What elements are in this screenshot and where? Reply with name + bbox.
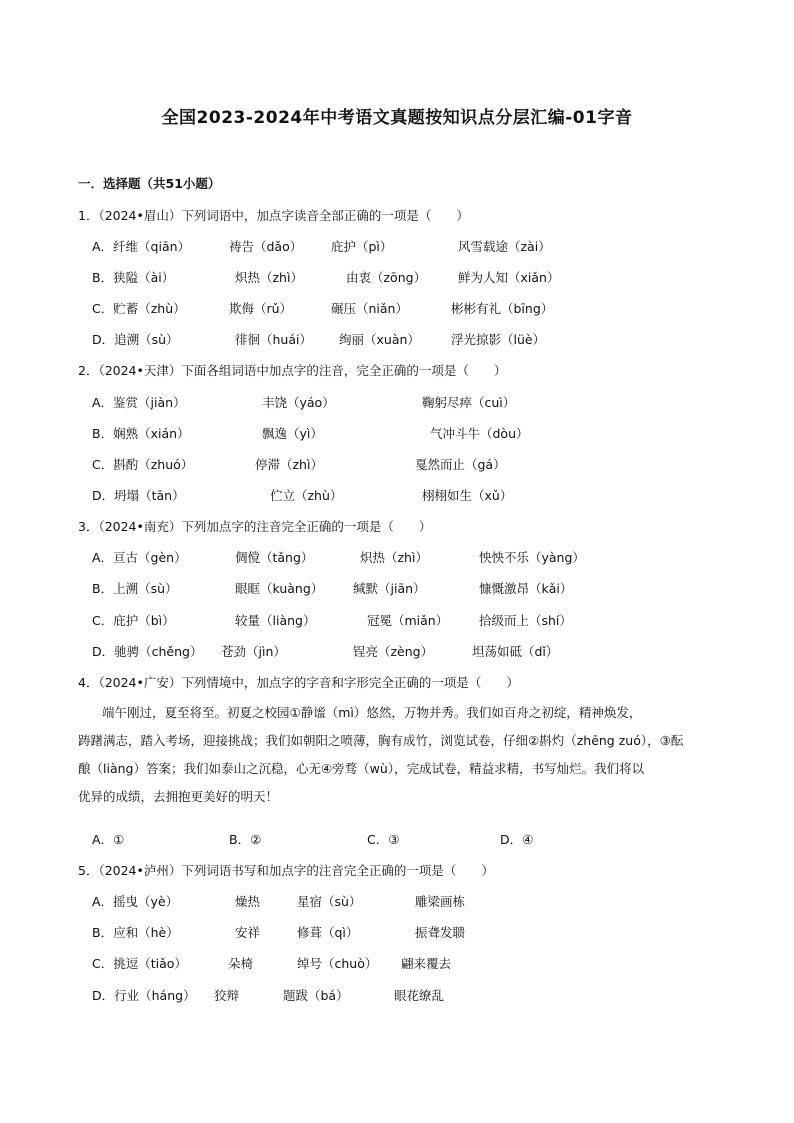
option-cell: 浮光掠影（lüè） [451,332,546,347]
option-cell: 伫立（zhù） [270,488,343,503]
option-cell: A．亘古（gèn） [92,550,187,565]
passage-line: 优异的成绩，去拥抱更美好的明天！ [78,789,279,804]
option-cell: 安祥 [235,925,261,940]
option-cell: D．追溯（sù） [92,332,179,347]
option-cell: C．③ [367,832,400,847]
option-cell: 眼眶（kuàng） [235,581,324,596]
option-cell: 鞠躬尽瘁（cuì） [422,395,516,410]
question-stem: 3．（2024•南充）下列加点字的注音完全正确的一项是（ ） [78,519,432,534]
option-cell: 狡辩 [214,988,240,1003]
option-cell: A．摇曳（yè） [92,894,179,909]
option-cell: A．① [92,832,125,847]
option-cell: D．坍塌（tān） [92,488,185,503]
option-cell: 星宿（sù） [297,894,362,909]
option-cell: 修葺（qì） [297,925,359,940]
passage-line: 端午刚过，夏至将至。初夏之校园①静谧（mì）悠然，万物并秀。我们如百舟之初绽，精神焕发， [102,705,642,720]
question-stem: 5．（2024•泸州）下列词语书写和加点字的注音完全正确的一项是（ ） [78,863,494,878]
option-cell: 倜傥（tǎng） [235,550,314,565]
option-cell: 炽热（zhì） [360,550,428,565]
option-cell: 由衷（zōng） [346,270,427,285]
option-cell: 飘逸（yì） [262,426,323,441]
passage-line: 踌躇满志，踏入考场，迎接挑战；我们如朝阳之喷薄，胸有成竹，浏览试卷，仔细②斟灼（zhēng zuó），③酝 [78,733,684,748]
option-cell: 停滞（zhì） [255,457,323,472]
option-cell: B．狭隘（ài） [92,270,175,285]
option-cell: C．庇护（bì） [92,613,175,628]
option-cell: 风雪载途（zài） [458,239,551,254]
option-cell: C．挑逗（tiǎo） [92,956,187,971]
option-cell: 燥热 [235,894,261,909]
question-stem: 1．（2024•眉山）下列词语中，加点字读音全部正确的一项是（ ） [78,208,469,223]
option-cell: 庇护（pì） [331,239,393,254]
option-cell: 徘徊（huái） [235,332,312,347]
option-cell: D．行业（háng） [92,988,196,1003]
option-cell: B．应和（hè） [92,925,179,940]
passage [78,699,718,811]
option-cell: 振聋发聩 [415,925,466,940]
option-cell: 戛然而止（gá） [415,457,506,472]
option-cell: 翩来覆去 [401,956,452,971]
page-title: 全国2023-2024年中考语文真题按知识点分层汇编-01字音 [161,108,633,128]
option-cell: 眼花缭乱 [394,988,445,1003]
option-cell: 欺侮（rǔ） [229,301,293,316]
option-cell: 栩栩如生（xǔ） [422,488,513,503]
option-cell: B．② [229,832,262,847]
option-cell: 怏怏不乐（yàng） [479,550,585,565]
option-cell: 朵椅 [228,956,254,971]
option-cell: 较量（liàng） [235,613,316,628]
option-cell: 雕梁画栋 [415,894,466,909]
option-cell: D．驰骋（chěng） [92,644,203,659]
option-cell: 锃亮（zèng） [353,644,434,659]
option-cell: C．斟酌（zhuó） [92,457,194,472]
option-cell: 缄默（jiān） [353,581,426,596]
option-cell: 题跋（bá） [283,988,349,1003]
option-cell: D．④ [500,832,534,847]
option-cell: B．娴熟（xián） [92,426,190,441]
question-stem: 2．（2024•天津）下面各组词语中加点字的注音，完全正确的一项是（ ） [78,363,507,378]
option-cell: 炽热（zhì） [235,270,303,285]
passage-line: 酿（liàng）答案；我们如泰山之沉稳，心无④旁骛（wù），完成试卷，精益求精，书写灿烂。我们将以 [78,761,645,776]
section-heading: 一．选择题（共51小题） [78,176,221,191]
option-cell: 拾级而上（shí） [479,613,572,628]
option-cell: 祷告（dǎo） [229,239,303,254]
option-cell: 鲜为人知（xiǎn） [458,270,560,285]
option-cell: B．上溯（sù） [92,581,178,596]
option-cell: 坦荡如砥（dǐ） [472,644,559,659]
option-cell: 苍劲（jìn） [221,644,286,659]
option-cell: 彬彬有礼（bīng） [451,301,554,316]
option-cell: 绚丽（xuàn） [339,332,420,347]
option-cell: C．贮蓄（zhù） [92,301,186,316]
question-stem: 4．（2024•广安）下列情境中，加点字的字音和字形完全正确的一项是（ ） [78,675,519,690]
option-cell: 冠冕（miǎn） [367,613,449,628]
option-cell: 丰饶（yáo） [262,395,335,410]
option-cell: 气冲斗牛（dòu） [430,426,529,441]
option-cell: 碾压（niǎn） [331,301,408,316]
option-cell: 绰号（chuò） [297,956,378,971]
option-cell: 慷慨激昂（kǎi） [479,581,573,596]
option-cell: A．鉴赏（jiàn） [92,395,186,410]
option-cell: A．纤维（qiān） [92,239,191,254]
